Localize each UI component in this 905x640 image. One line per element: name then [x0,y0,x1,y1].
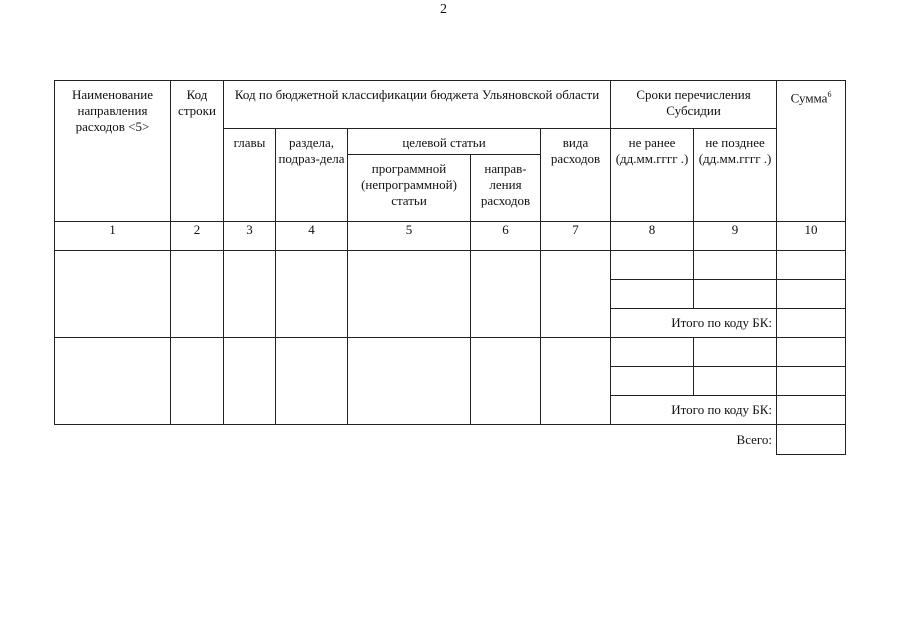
cell-subtotal-sum[interactable] [777,309,846,338]
total-row [55,425,846,455]
column-number: 7 [541,222,611,251]
cell-section[interactable] [276,338,348,425]
header-chapter: главы [224,129,276,222]
cell-not-later[interactable] [694,280,777,309]
header-target-article: целевой статьи [348,129,541,155]
header-transfer-terms: Сроки перечисления Субсидии [611,81,777,129]
cell-sum[interactable] [777,367,846,396]
cell-sum[interactable] [777,280,846,309]
column-number: 8 [611,222,694,251]
column-number: 6 [471,222,541,251]
cell-section[interactable] [276,251,348,338]
cell-subtotal-sum[interactable] [777,396,846,425]
header-not-earlier: не ранее (дд.мм.гггг .) [611,129,694,222]
cell-not-later[interactable] [694,338,777,367]
header-code-line: Код строки [171,81,224,222]
subtotal-label: Итого по коду БК: [611,396,777,425]
header-sum: Сумма$^6$ [777,81,846,222]
column-number: 5 [348,222,471,251]
cell-direction[interactable] [471,338,541,425]
cell-not-later[interactable] [694,251,777,280]
column-number: 10 [777,222,846,251]
cell-name[interactable] [55,251,171,338]
cell-sum[interactable] [777,251,846,280]
column-number: 9 [694,222,777,251]
budget-table [54,80,846,455]
page-number: 2 [440,2,447,17]
cell-program[interactable] [348,338,471,425]
cell-not-later[interactable] [694,367,777,396]
column-number: 1 [55,222,171,251]
cell-total-sum[interactable] [777,425,846,455]
header-section: раздела, подраз-дела [276,129,348,222]
cell-code-line[interactable] [171,251,224,338]
header-direction: направ-ления расходов [471,155,541,222]
subtotal-label: Итого по коду БК: [611,309,777,338]
header-not-later: не позднее (дд.мм.гггг .) [694,129,777,222]
column-number: 2 [171,222,224,251]
cell-not-earlier[interactable] [611,367,694,396]
cell-name[interactable] [55,338,171,425]
cell-expense-type[interactable] [541,338,611,425]
column-number: 3 [224,222,276,251]
header-expense-type: вида расходов [541,129,611,222]
table-row [55,338,846,367]
column-number: 4 [276,222,348,251]
table-row [55,251,846,280]
cell-not-earlier[interactable] [611,280,694,309]
cell-expense-type[interactable] [541,251,611,338]
cell-direction[interactable] [471,251,541,338]
cell-chapter[interactable] [224,251,276,338]
header-name: Наименование направления расходов <5> [55,81,171,222]
total-label: Всего: [55,425,777,455]
cell-not-earlier[interactable] [611,338,694,367]
cell-chapter[interactable] [224,338,276,425]
sum-footnote: 6 [827,90,832,99]
cell-not-earlier[interactable] [611,251,694,280]
cell-program[interactable] [348,251,471,338]
cell-sum[interactable] [777,338,846,367]
header-budget-classification: Код по бюджетной классификации бюджета Ульяновской области [224,81,611,129]
cell-code-line[interactable] [171,338,224,425]
header-program: программной (непрограммной) статьи [348,155,471,222]
column-numbers-row [55,222,846,251]
